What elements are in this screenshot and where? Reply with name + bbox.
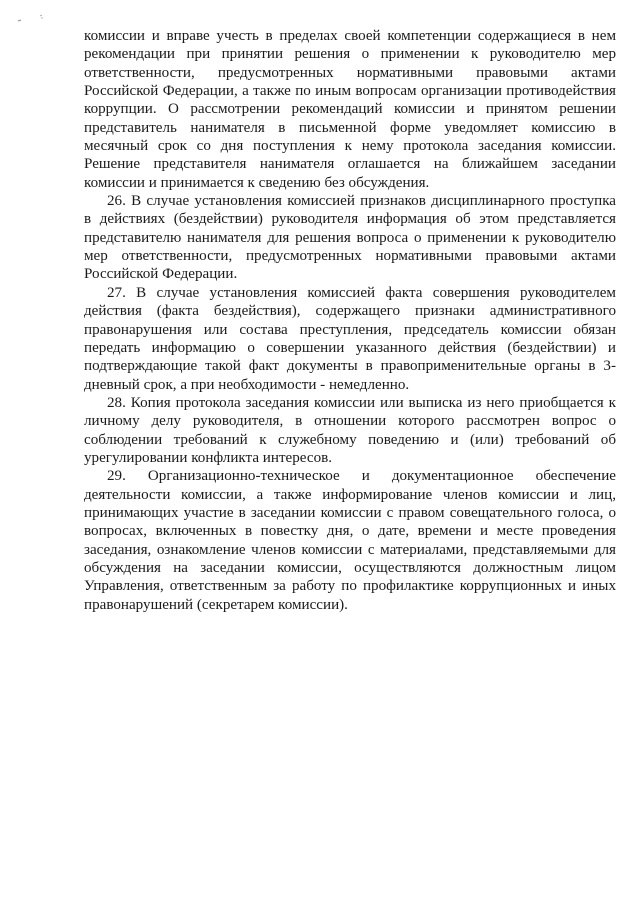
paragraph-28: 28. Копия протокола заседания комиссии или выписка из него приобщается к личному делу руководителя, в отношении которого рассмотрен вопрос о соблюдении требований к служебному поведению и (или) требований об урегулировании конфликта интересов. bbox=[84, 394, 616, 466]
document-body bbox=[84, 27, 616, 614]
scan-artifact-mark bbox=[14, 12, 48, 24]
paragraph-29: 29. Организационно-техническое и документационное обеспечение деятельности комиссии, а также информирование членов комиссии и лиц, принимающих участие в заседании комиссии с правом совещательного голоса, о вопросах, включенных в повестку дня, о дате, времени и месте проведения заседания, ознакомление членов комиссии с материалами, представляемыми для обсуждения на заседании комиссии, осуществляются должностным лицом Управления, ответственным за работу по профилактике коррупционных и иных правонарушений (секретарем комиссии). bbox=[84, 468, 616, 613]
paragraph-27: 27. В случае установления комиссией факта совершения руководителем действия (факта бездействия), содержащего признаки административного правонарушения или состава преступления, председатель комиссии обязан передать информацию о совершении указанного действия (бездействии) и подтверждающие такой факт документы в правоприменительные органы в 3-дневный срок, а при необходимости - немедленно. bbox=[84, 284, 616, 393]
paragraph-26: 26. В случае установления комиссией признаков дисциплинарного проступка в действиях (бездействии) руководителя информация об этом представляется представителю нанимателя для решения вопроса о применении к руководителю мер ответственности, предусмотренных нормативными правовыми актами Российской Федерации. bbox=[84, 193, 616, 283]
paragraph-continuation: комиссии и вправе учесть в пределах своей компетенции содержащиеся в нем рекомендации при принятии решения о применении к руководителю мер ответственности, предусмотренных нормативными правовыми актами Российской Федерации, а также по иным вопросам организации противодействия коррупции. О рассмотрении рекомендаций комиссии и принятом решении представитель нанимателя в письменной форме уведомляет комиссию в месячный срок со дня поступления к нему протокола заседания комиссии. Решение представителя нанимателя оглашается на ближайшем заседании комиссии и принимается к сведению без обсуждения. bbox=[84, 28, 616, 191]
